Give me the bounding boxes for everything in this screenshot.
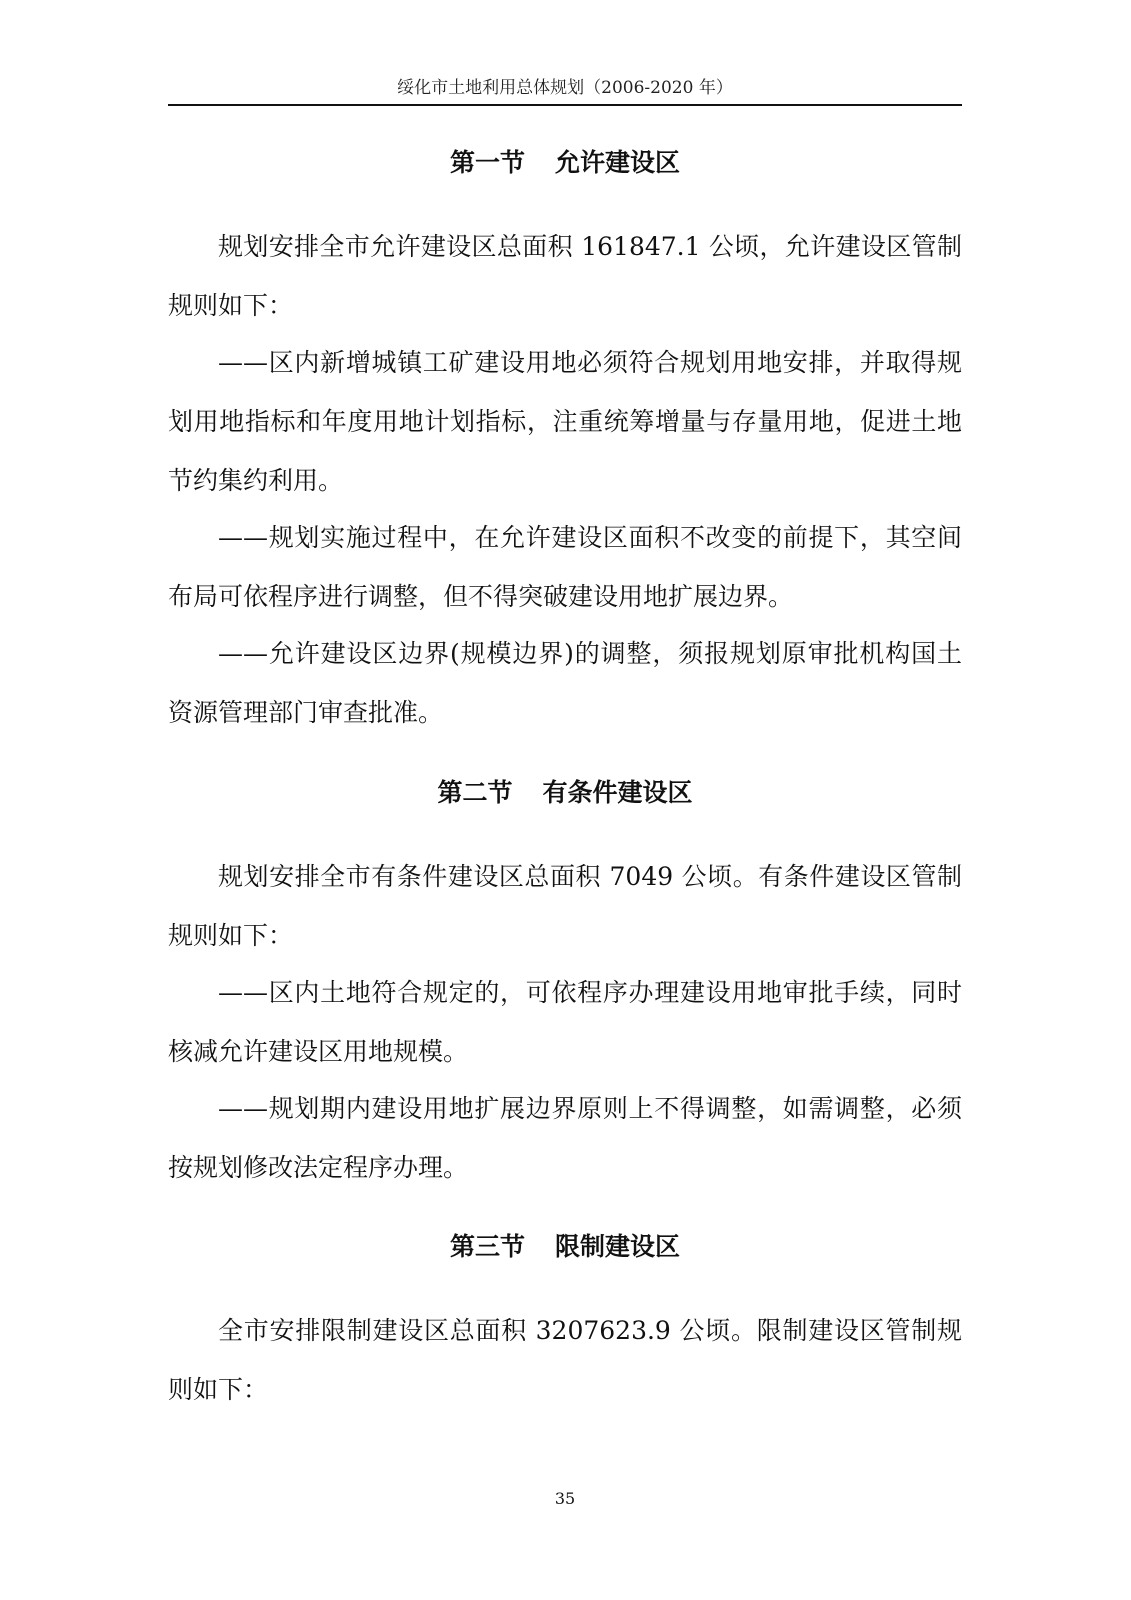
paragraph: ——区内新增城镇工矿建设用地必须符合规划用地安排，并取得规划用地指标和年度用地计划指标，注重统筹增量与存量用地，促进土地节约集约利用。 bbox=[168, 348, 962, 495]
paragraph: ——规划实施过程中，在允许建设区面积不改变的前提下，其空间布局可依程序进行调整，但不得突破建设用地扩展边界。 bbox=[168, 523, 962, 611]
section-number: 第二节 bbox=[437, 778, 513, 807]
section-number: 第三节 bbox=[449, 1232, 525, 1261]
page-number: 35 bbox=[554, 1489, 576, 1508]
paragraph: 规划安排全市允许建设区总面积 161847.1 公顷，允许建设区管制规则如下： bbox=[168, 232, 962, 320]
paragraph: ——允许建设区边界(规模边界)的调整，须报规划原审批机构国土资源管理部门审查批准。 bbox=[168, 639, 962, 727]
section-title: 允许建设区 bbox=[555, 148, 681, 177]
paragraph: 规划安排全市有条件建设区总面积 7049 公顷。有条件建设区管制规则如下： bbox=[168, 862, 962, 950]
section-heading-1 bbox=[168, 143, 962, 183]
section-heading-3 bbox=[168, 1227, 962, 1267]
section-heading-2 bbox=[168, 773, 962, 813]
section-title: 有条件建设区 bbox=[542, 778, 693, 807]
section-number: 第一节 bbox=[449, 148, 525, 177]
running-header: 绥化市土地利用总体规划（2006-2020 年） bbox=[397, 78, 733, 98]
paragraph: ——区内土地符合规定的，可依程序办理建设用地审批手续，同时核减允许建设区用地规模。 bbox=[168, 978, 962, 1066]
paragraph: ——规划期内建设用地扩展边界原则上不得调整，如需调整，必须按规划修改法定程序办理。 bbox=[168, 1094, 962, 1182]
paragraph: 全市安排限制建设区总面积 3207623.9 公顷。限制建设区管制规则如下： bbox=[168, 1316, 962, 1404]
header-rule bbox=[168, 104, 962, 106]
section-title: 限制建设区 bbox=[555, 1232, 681, 1261]
